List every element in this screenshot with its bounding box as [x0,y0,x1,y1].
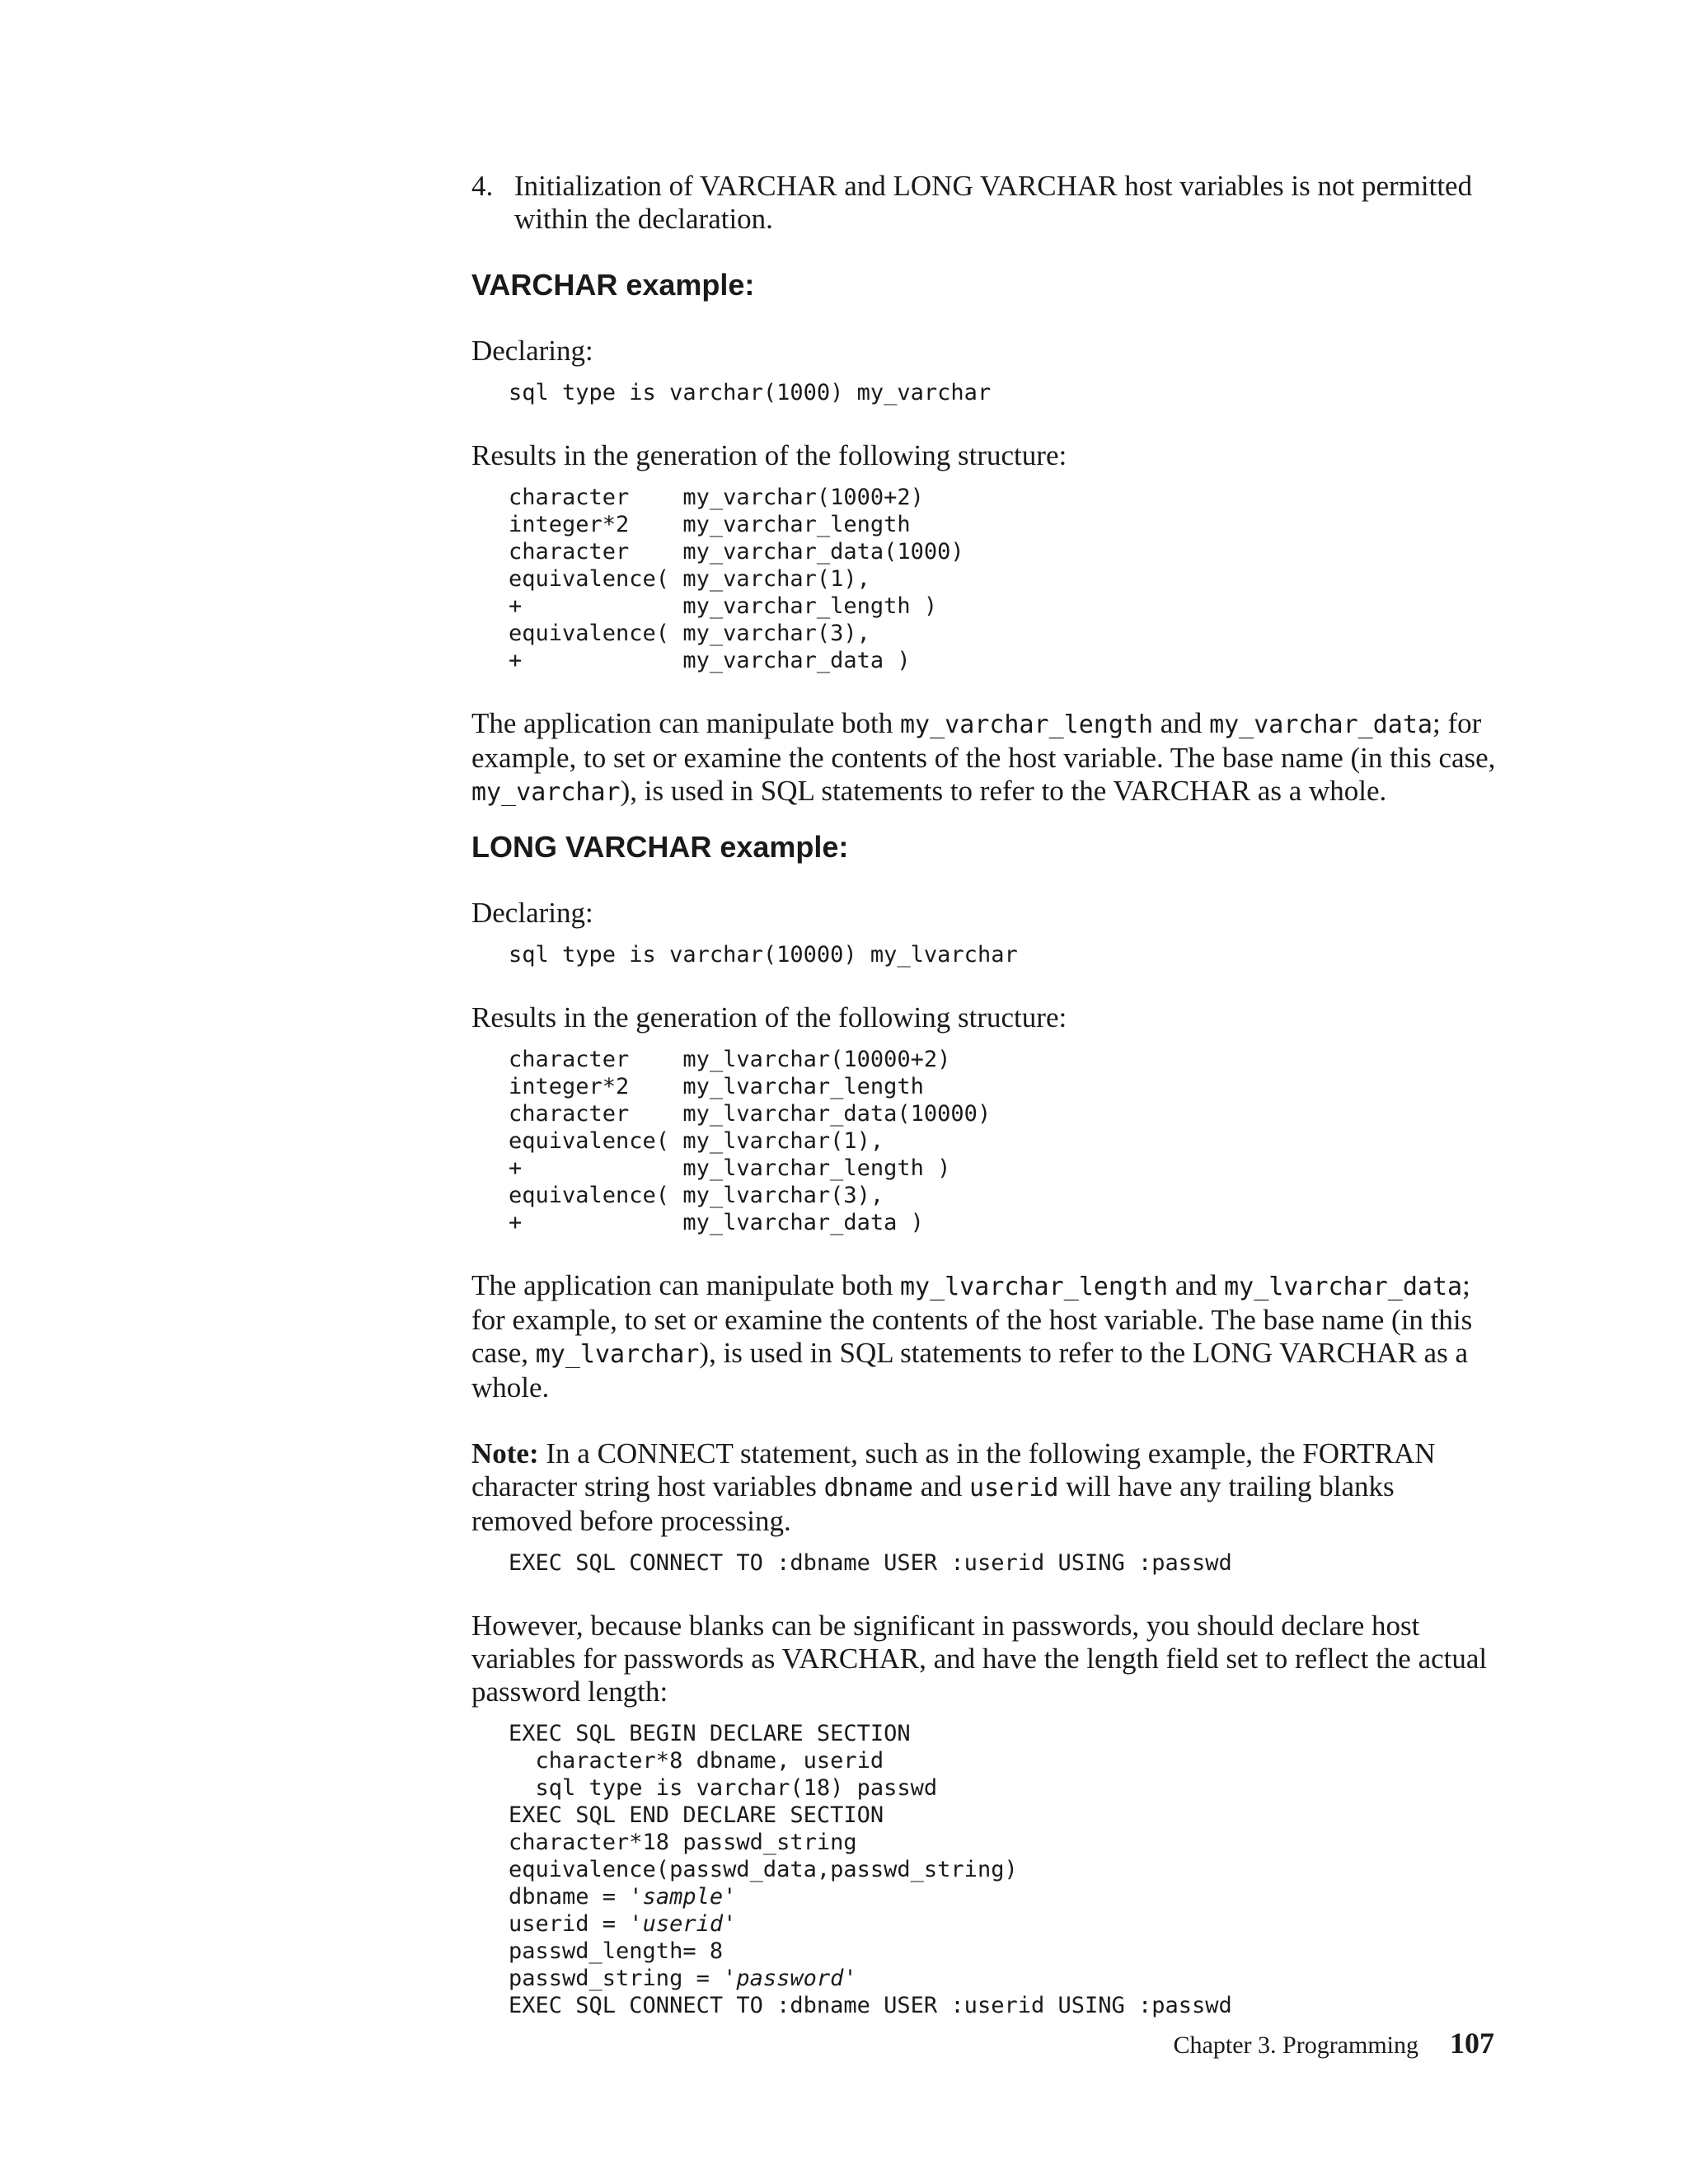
code-line [509,1911,736,1937]
text-run: The application can manipulate both [471,1269,900,1301]
code-text: passwd_string = ' [509,1966,737,1991]
long-varchar-results-label: Results in the generation of the following structure: [471,1001,1067,1033]
text-run: ), is used in SQL statements to refer to the VARCHAR as a whole. [620,775,1387,807]
code-line: EXEC SQL BEGIN DECLARE SECTION [509,1721,911,1746]
code-line: EXEC SQL CONNECT TO :dbname USER :userid USING :passwd [509,1993,1232,2018]
code-text: dbname = ' [509,1884,643,1910]
code-quote: ' [723,1884,737,1910]
varchar-results-label: Results in the generation of the following structure: [471,439,1067,471]
text-run: ), is used in SQL statements to refer to the LONG VARCHAR as a whole. [471,1337,1468,1404]
list-item-number: 4. [471,170,494,202]
code-line: character*18 passwd_string [509,1830,857,1855]
password-paragraph: However, because blanks can be significant in passwords, you should declare host variables for passwords as VARCHAR, and have the length field set to reflect the actual password length: [471,1610,1488,1708]
chapter-title: Chapter 3. Programming [1173,2032,1418,2059]
inline-code-data: my_lvarchar_data [1224,1272,1463,1301]
inline-code-data: my_varchar_data [1209,710,1432,739]
long-varchar-structure-code: character my_lvarchar(10000+2) integer*2 my_lvarchar_length character my_lvarchar_data(10000) equivalence( my_lvarchar(1), + my_lvarchar_length ) equivalence( my_lvarchar(3), + my_lvarchar_data ) [509,1047,992,1235]
text-run: and [1168,1269,1225,1301]
page-footer [1174,2026,1494,2060]
code-quote: ' [723,1911,737,1937]
long-varchar-example-heading: LONG VARCHAR example: [471,830,849,864]
code-line: equivalence(passwd_data,passwd_string) [509,1857,1018,1882]
text-run: and [912,1470,970,1502]
varchar-declaring-label: Declaring: [471,335,593,367]
long-varchar-declaring-label: Declaring: [471,897,593,929]
connect-code: EXEC SQL CONNECT TO :dbname USER :userid USING :passwd [509,1550,1232,1576]
code-line: character*8 dbname, userid [509,1748,884,1774]
code-line: EXEC SQL END DECLARE SECTION [509,1802,884,1828]
varchar-explanation-paragraph [471,707,1502,809]
varchar-example-heading: VARCHAR example: [471,268,755,302]
inline-code-length: my_lvarchar_length [899,1272,1169,1301]
page-number: 107 [1450,2027,1494,2060]
varchar-structure-code: character my_varchar(1000+2) integer*2 my_varchar_length character my_varchar_data(1000) equivalence( my_varchar(1), + my_varchar_length ) equivalence( my_varchar(3), + my_varchar_data ) [509,485,964,673]
text-run: ; for example, to set or examine the contents of the host variable. The base name (in this case, [471,707,1496,774]
numbered-list-item [471,170,1502,236]
code-line [509,1966,857,1991]
inline-code-userid: userid [969,1474,1059,1502]
long-varchar-declare-code: sql type is varchar(10000) my_lvarchar [509,942,1018,968]
text-run: will have any trailing blanks removed before processing. [471,1470,1395,1537]
varchar-declare-code: sql type is varchar(1000) my_varchar [509,380,992,405]
note-paragraph [471,1437,1502,1538]
code-text: userid = ' [509,1911,643,1937]
code-line [509,1884,736,1910]
code-italic-value: userid [642,1911,724,1937]
text-run: ; for example, to set or examine the contents of the host variable. The base name (in this case, [471,1269,1473,1369]
page-content [471,170,1502,2019]
password-code-block [471,1720,1502,2019]
inline-code-base-name: my_varchar [471,778,621,807]
code-quote: ' [843,1966,857,1991]
code-line: passwd_length= 8 [509,1938,724,1964]
code-italic-value: password [736,1966,844,1991]
code-italic-value: sample [642,1884,724,1910]
inline-code-dbname: dbname [823,1474,913,1502]
text-run: In a CONNECT statement, such as in the following example, the FORTRAN character string host variables [471,1437,1436,1502]
inline-code-length: my_varchar_length [899,710,1154,739]
inline-code-base-name: my_lvarchar [535,1340,700,1369]
text-run: and [1153,707,1210,739]
text-run: The application can manipulate both [471,707,900,739]
code-line: sql type is varchar(18) passwd [509,1775,938,1801]
long-varchar-explanation-paragraph [471,1269,1502,1404]
list-item-text: Initialization of VARCHAR and LONG VARCHAR host variables is not permitted within the declaration. [514,170,1473,235]
note-label: Note: [471,1437,539,1469]
